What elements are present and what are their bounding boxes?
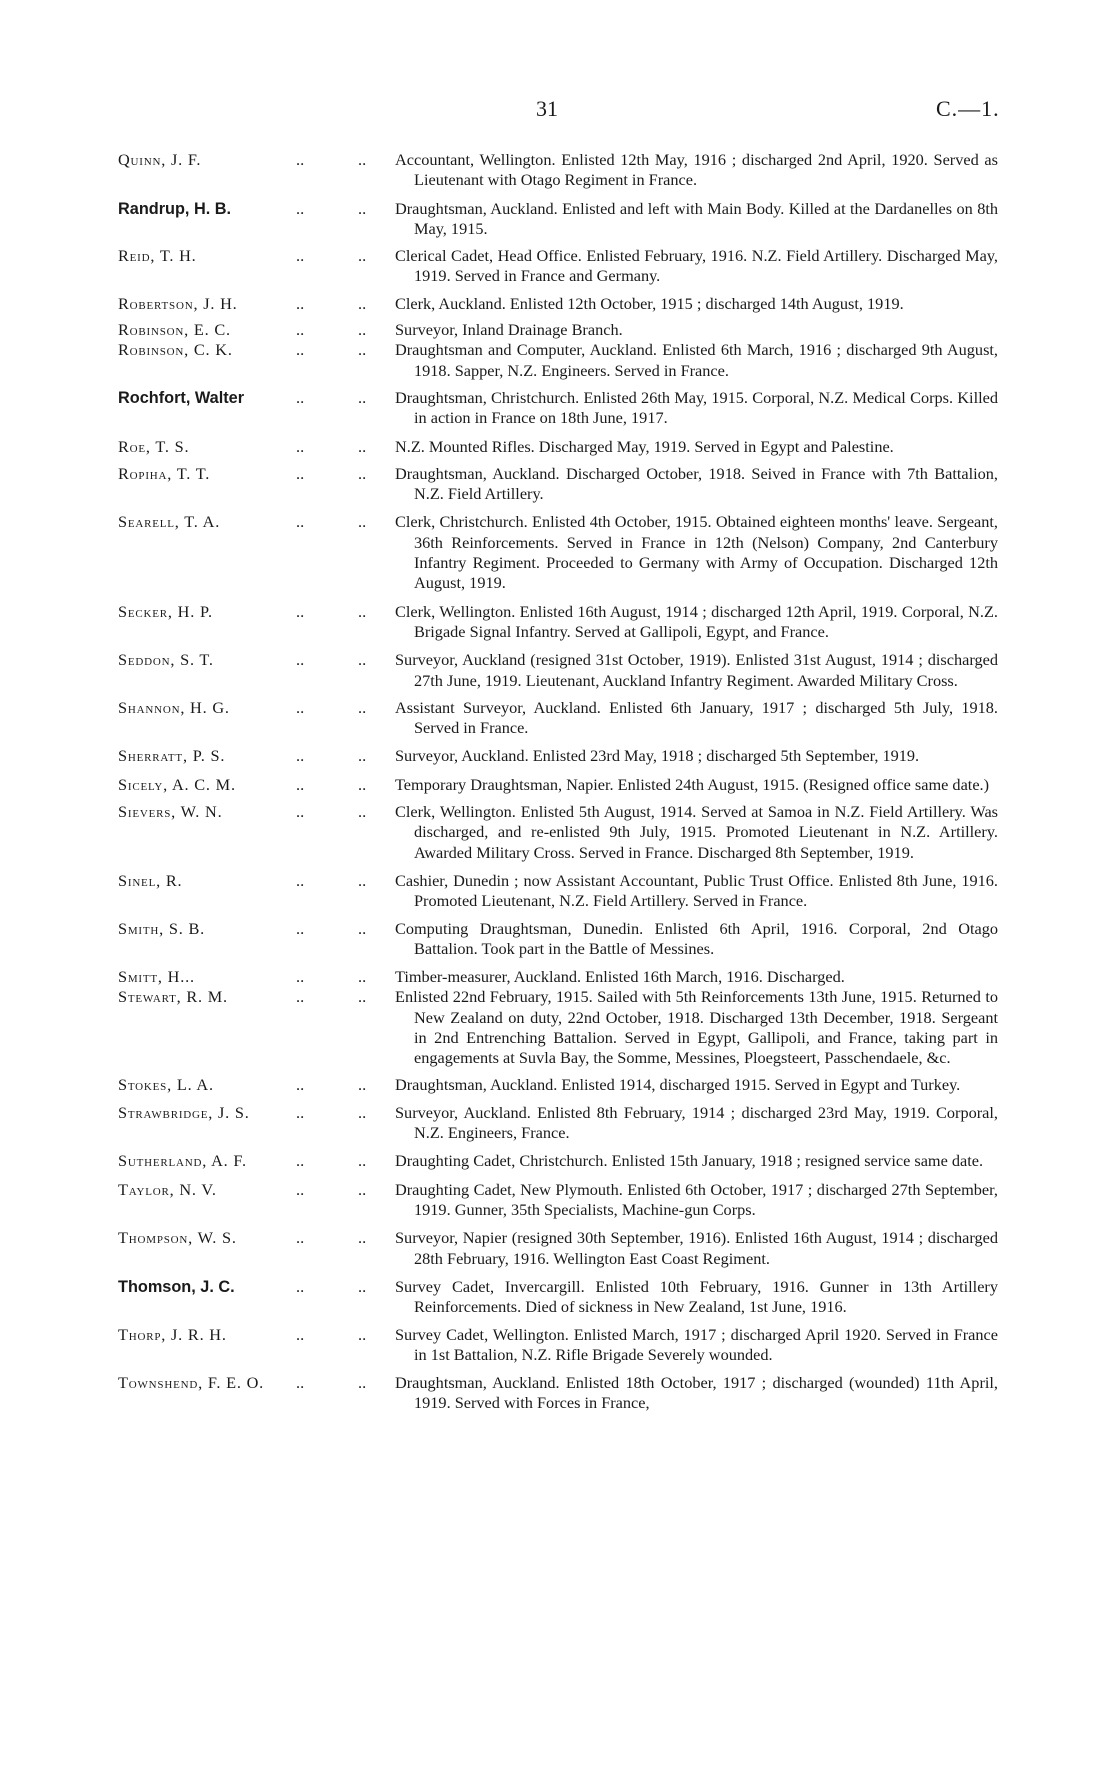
entry-description: Clerk, Christchurch. Enlisted 4th October, 1915. Obtained eighteen months' leave. Sergeant, 36th Reinforcements. Served in France in 12th (Nelson) Company, 2nd Canterbury Infantry Regiment. Proceeded to Germany with Army of Occupation. Discharged 12th August, 1919. <box>395 512 998 593</box>
leader-dots: .. <box>296 601 305 621</box>
leader-dots: .. <box>358 1276 367 1296</box>
entry-name: Townshend, F. E. O. <box>118 1373 265 1393</box>
leader-dots: .. <box>358 1324 367 1344</box>
entry-description: Draughtsman and Computer, Auckland. Enlisted 6th March, 1916 ; discharged 9th August, 1918. Sapper, N.Z. Engineers. Served in France. <box>395 340 998 380</box>
entry-description: N.Z. Mounted Rifles. Discharged May, 1919. Served in Egypt and Palestine. <box>395 436 894 456</box>
entry-description: Surveyor, Auckland. Enlisted 23rd May, 1918 ; discharged 5th September, 1919. <box>395 746 920 766</box>
entry-description: Draughting Cadet, Christchurch. Enlisted 15th January, 1918 ; resigned service same date. <box>395 1151 984 1171</box>
leader-dots: .. <box>358 198 367 218</box>
entry-description: Clerk, Wellington. Enlisted 5th August, 1914. Served at Samoa in N.Z. Field Artillery. Was discharged, and re-enlisted 9th July, 1915. Promoted Lieutenant in N.Z. Artillery. Awarded Military Cross. Served in France. Discharged 8th September, 1919. <box>395 802 998 862</box>
entry-description: Surveyor, Napier (resigned 30th September, 1916). Enlisted 16th August, 1914 ; discharged 28th February, 1916. Wellington East Coast Regiment. <box>395 1228 998 1268</box>
entry-name: Randrup, H. B. <box>118 199 232 218</box>
leader-dots: .. <box>358 918 367 938</box>
leader-dots: .. <box>358 1179 367 1199</box>
entry-name: Sutherland, A. F. <box>118 1151 247 1171</box>
entry-row <box>118 746 998 766</box>
entry-name: Strawbridge, J. S. <box>118 1102 250 1122</box>
leader-dots: .. <box>358 1228 367 1248</box>
leader-dots: .. <box>296 1276 305 1296</box>
entry-description: Clerk, Wellington. Enlisted 16th August, 1914 ; discharged 12th April, 1919. Corporal, N.Z. Brigade Signal Infantry. Served at Gallipoli, Egypt, and France. <box>395 601 998 641</box>
page-header <box>0 96 1114 126</box>
entry-row <box>118 775 998 795</box>
entry-name: Secker, H. P. <box>118 601 213 621</box>
entry-row <box>118 1103 998 1144</box>
leader-dots: .. <box>296 697 305 717</box>
leader-dots: .. <box>296 1228 305 1248</box>
entry-name: Rochfort, Walter <box>118 388 245 407</box>
leader-dots: .. <box>358 746 367 766</box>
entry-description: Computing Draughtsman, Dunedin. Enlisted 6th April, 1916. Corporal, 2nd Otago Battalion. Took part in the Battle of Messines. <box>395 918 998 958</box>
leader-dots: .. <box>296 246 305 266</box>
leader-dots: .. <box>296 436 305 456</box>
leader-dots: .. <box>296 1151 305 1171</box>
leader-dots: .. <box>358 1074 367 1094</box>
leader-dots: .. <box>358 340 367 360</box>
leader-dots: .. <box>296 987 305 1007</box>
document-reference: C.—1. <box>936 96 1000 121</box>
leader-dots: .. <box>358 320 367 340</box>
leader-dots: .. <box>296 1074 305 1094</box>
entry-row <box>118 1075 998 1095</box>
leader-dots: .. <box>358 697 367 717</box>
entry-row <box>118 388 998 429</box>
entry-description: Timber-measurer, Auckland. Enlisted 16th March, 1916. Discharged. <box>395 967 845 987</box>
leader-dots: .. <box>296 746 305 766</box>
leader-dots: .. <box>296 918 305 938</box>
entry-name: Thompson, W. S. <box>118 1228 237 1248</box>
entry-name: Ropiha, T. T. <box>118 463 211 483</box>
entry-row <box>118 1277 998 1318</box>
leader-dots: .. <box>358 1373 367 1393</box>
leader-dots: .. <box>296 870 305 890</box>
leader-dots: .. <box>296 1324 305 1344</box>
entry-description: Draughtsman, Auckland. Enlisted 1914, discharged 1915. Served in Egypt and Turkey. <box>395 1074 961 1094</box>
leader-dots: .. <box>296 150 305 169</box>
entry-name: Sinel, R. <box>118 870 183 890</box>
entry-description: Draughtsman, Christchurch. Enlisted 26th May, 1915. Corporal, N.Z. Medical Corps. Killed in action in France on 18th June, 1917. <box>395 387 998 428</box>
entry-row <box>118 1151 998 1171</box>
entry-row <box>118 512 998 593</box>
entry-row <box>118 199 998 240</box>
entry-row <box>118 919 998 960</box>
leader-dots: .. <box>296 650 305 670</box>
entry-row <box>118 698 998 739</box>
leader-dots: .. <box>296 320 305 340</box>
entry-row <box>118 1325 998 1366</box>
leader-dots: .. <box>358 650 367 670</box>
entry-name: Shannon, H. G. <box>118 697 230 717</box>
leader-dots: .. <box>358 436 367 456</box>
entry-name: Sievers, W. N. <box>118 802 223 822</box>
leader-dots: .. <box>358 601 367 621</box>
entry-description: Draughtsman, Auckland. Discharged October, 1918. Seived in France with 7th Battalion, N.Z. Field Artillery. <box>395 463 998 504</box>
entry-description: Surveyor, Auckland (resigned 31st October, 1919). Enlisted 31st August, 1914 ; discharged 27th June, 1919. Lieutenant, Auckland Infantry Regiment. Awarded Military Cross. <box>395 650 998 690</box>
entry-row <box>118 967 998 987</box>
entry-row <box>118 1180 998 1221</box>
entry-name: Roe, T. S. <box>118 436 190 456</box>
leader-dots: .. <box>358 774 367 794</box>
leader-dots: .. <box>358 1102 367 1122</box>
entry-row <box>118 1228 998 1269</box>
entry-row <box>118 150 998 191</box>
entry-name: Robinson, E. C. <box>118 320 231 340</box>
entry-name: Robertson, J. H. <box>118 293 238 313</box>
entry-description: Survey Cadet, Invercargill. Enlisted 10th February, 1916. Gunner in 13th Artillery Reinforcements. Died of sickness in New Zealand, 1st June, 1916. <box>395 1276 998 1317</box>
entry-description: Cashier, Dunedin ; now Assistant Accountant, Public Trust Office. Enlisted 8th June, 1916. Promoted Lieutenant, N.Z. Field Artillery. Served in France. <box>395 870 998 911</box>
leader-dots: .. <box>296 802 305 822</box>
entry-name: Robinson, C. K. <box>118 340 233 360</box>
leader-dots: .. <box>296 774 305 794</box>
leader-dots: .. <box>358 246 367 266</box>
entry-row <box>118 437 998 457</box>
leader-dots: .. <box>358 802 367 822</box>
leader-dots: .. <box>358 967 367 987</box>
leader-dots: .. <box>358 387 367 407</box>
leader-dots: .. <box>358 293 367 313</box>
leader-dots: .. <box>358 150 367 169</box>
entry-description: Clerk, Auckland. Enlisted 12th October, 1915 ; discharged 14th August, 1919. <box>395 293 904 313</box>
leader-dots: .. <box>296 1102 305 1122</box>
entry-row <box>118 464 998 505</box>
entry-description: Assistant Surveyor, Auckland. Enlisted 6th January, 1917 ; discharged 5th July, 1918. Served in France. <box>395 697 998 738</box>
entry-row <box>118 340 998 381</box>
entry-description: Surveyor, Auckland. Enlisted 8th February, 1914 ; discharged 23rd May, 1919. Corporal, N.Z. Engineers, France. <box>395 1102 998 1143</box>
entry-row <box>118 650 998 691</box>
entry-row <box>118 1373 998 1414</box>
entry-row <box>118 987 998 1068</box>
entry-row <box>118 802 998 863</box>
entry-name: Stokes, L. A. <box>118 1074 214 1094</box>
entry-row <box>118 246 998 287</box>
entry-name: Sicely, A. C. M. <box>118 774 236 794</box>
entry-description: Temporary Draughtsman, Napier. Enlisted 24th August, 1915. (Resigned office same date.) <box>395 774 990 794</box>
entry-name: Reid, T. H. <box>118 246 197 266</box>
entry-name: Quinn, J. F. <box>118 150 202 169</box>
leader-dots: .. <box>358 463 367 483</box>
leader-dots: .. <box>358 512 367 532</box>
leader-dots: .. <box>296 198 305 218</box>
entry-description: Draughting Cadet, New Plymouth. Enlisted 6th October, 1917 ; discharged 27th September, 1919. Gunner, 35th Specialists, Machine-gun Corps. <box>395 1179 998 1220</box>
entry-name: Sherratt, P. S. <box>118 746 226 766</box>
entry-row <box>118 871 998 912</box>
leader-dots: .. <box>296 512 305 532</box>
entry-name: Stewart, R. M. <box>118 987 228 1007</box>
leader-dots: .. <box>358 1151 367 1171</box>
entry-description: Accountant, Wellington. Enlisted 12th May, 1916 ; discharged 2nd April, 1920. Served as Lieutenant with Otago Regiment in France. <box>395 150 998 190</box>
entry-name: Seddon, S. T. <box>118 650 214 670</box>
leader-dots: .. <box>296 293 305 313</box>
leader-dots: .. <box>296 967 305 987</box>
entry-description: Clerical Cadet, Head Office. Enlisted February, 1916. N.Z. Field Artillery. Discharged May, 1919. Served in France and Germany. <box>395 246 998 286</box>
leader-dots: .. <box>296 1179 305 1199</box>
entry-description: Draughtsman, Auckland. Enlisted and left with Main Body. Killed at the Dardanelles on 8th May, 1915. <box>395 198 998 238</box>
leader-dots: .. <box>296 387 305 407</box>
entry-name: Smitt, H... <box>118 967 195 987</box>
entry-name: Thomson, J. C. <box>118 1277 235 1296</box>
leader-dots: .. <box>358 870 367 890</box>
entry-description: Draughtsman, Auckland. Enlisted 18th October, 1917 ; discharged (wounded) 11th April, 1919. Served with Forces in France, <box>395 1373 998 1413</box>
leader-dots: .. <box>296 340 305 360</box>
entry-name: Smith, S. B. <box>118 918 206 938</box>
entry-row <box>118 320 998 340</box>
leader-dots: .. <box>296 463 305 483</box>
entry-row <box>118 294 998 314</box>
entry-description: Enlisted 22nd February, 1915. Sailed with 5th Reinforcements 13th June, 1915. Returned to New Zealand on duty, 22nd October, 1918. Discharged 13th December, 1918. Sergeant in 2nd Entrenching Battalion. Served in Egypt, Gallipoli, and France, taking part in engagements at Suvla Bay, the Somme, Messines, Ploegsteert, Passchendaele, &c. <box>395 987 998 1068</box>
entry-description: Surveyor, Inland Drainage Branch. <box>395 320 623 340</box>
leader-dots: .. <box>358 987 367 1007</box>
page-number: 31 <box>536 96 558 121</box>
entry-name: Taylor, N. V. <box>118 1179 217 1199</box>
entry-row <box>118 602 998 643</box>
roll-of-honour-list <box>118 150 998 1422</box>
entry-name: Thorp, J. R. H. <box>118 1324 227 1344</box>
entry-name: Searell, T. A. <box>118 512 221 532</box>
leader-dots: .. <box>296 1373 305 1393</box>
entry-description: Survey Cadet, Wellington. Enlisted March, 1917 ; discharged April 1920. Served in France in 1st Battalion, N.Z. Rifle Brigade Severely wounded. <box>395 1324 998 1364</box>
